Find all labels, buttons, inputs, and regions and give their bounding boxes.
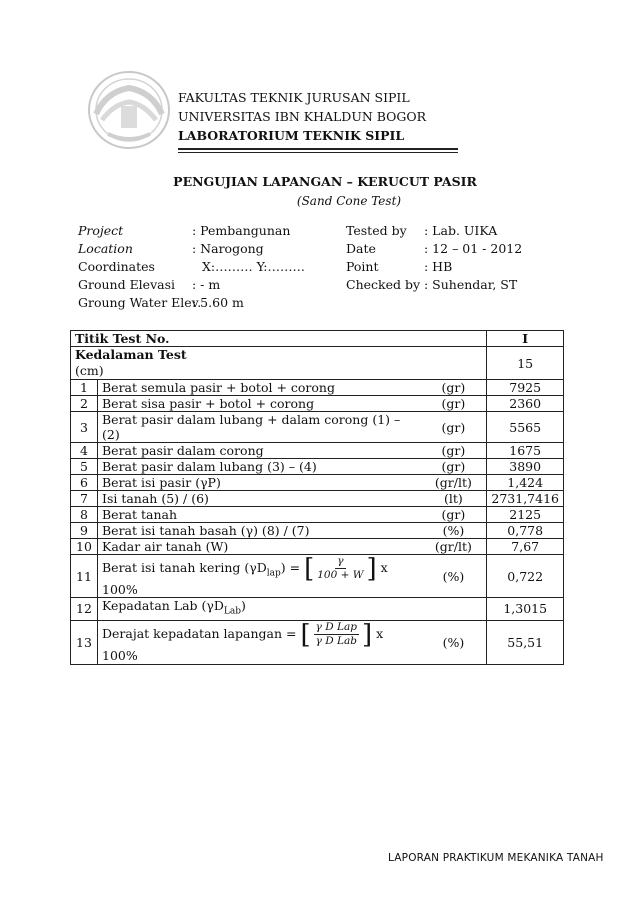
row-value: 3890 [487,459,564,475]
row-unit: (gr) [420,507,487,523]
row-unit: (gr) [420,459,487,475]
row-unit: (gr) [420,380,487,396]
table-row [71,412,564,443]
checked-by-label: Checked by [346,277,421,292]
table-row: 11 Berat isi tanah kering $(\gamma D_{lap})$ = [ γ 100 + W ] x 100% (%) 0,722 [71,555,564,598]
test-point-label: Titik Test No. [71,331,487,347]
depth-value: 15 [487,347,564,380]
row-no: 1 [71,380,98,396]
page-title: PENGUJIAN LAPANGAN – KERUCUT PASIR [173,174,477,189]
location-label: Location [78,241,133,256]
coordinates-value: X:……… Y:……… [202,259,306,274]
row-value: 2731,7416 [487,491,564,507]
table-row [71,491,564,507]
row-desc: Kadar air tanah (W) [98,539,421,555]
row-unit: (gr) [420,396,487,412]
row-value: 7925 [487,380,564,396]
institution-header [178,88,426,145]
row-unit: (gr) [420,412,487,443]
measurement-rows [71,380,564,555]
university-seal-logo [86,68,172,152]
compaction-degree-label: Derajat kepadatan lapangan = [102,626,297,641]
table-row [71,507,564,523]
university-name: UNIVERSITAS IBN KHALDUN BOGOR [178,109,427,124]
row-desc: Berat tanah [98,507,421,523]
depth-unit: (cm) [75,363,104,378]
project-label: Project [78,223,124,238]
header-rule-thin [178,152,458,153]
row-unit: (lt) [420,491,487,507]
date-value: : 12 – 01 - 2012 [424,241,523,256]
row-no: 5 [71,459,98,475]
row-desc: Berat sisa pasir + botol + corong [98,396,421,412]
groundwater-value: : 5.60 m [192,295,244,310]
test-info-block [0,222,638,312]
table-row [71,459,564,475]
depth-row [71,347,564,380]
row-no: 2 [71,396,98,412]
date-label: Date [346,241,376,256]
table-row [71,396,564,412]
point-value: : HB [424,259,453,274]
row-no: 7 [71,491,98,507]
report-footer: LAPORAN PRAKTIKUM MEKANIKA TANAH [388,852,604,864]
laboratory-name: LABORATORIUM TEKNIK SIPIL [178,128,405,143]
tested-by-value: : Lab. UIKA [424,223,498,238]
row-unit: (gr/lt) [420,475,487,491]
ground-elevation-label: Ground Elevasi [78,277,176,292]
groundwater-label: Groung Water Elev. [78,295,202,310]
table-row: 13 Derajat kepadatan lapangan = [ γ D Lap γ D Lab ] x 100% (%) 55,51 [71,620,564,664]
table-header-row [71,331,564,347]
row-desc: Berat isi tanah basah (γ) (8) / (7) [98,523,421,539]
row-value: 1675 [487,443,564,459]
checked-by-value: : Suhendar, ST [424,277,518,292]
table-row [71,523,564,539]
row-no: 9 [71,523,98,539]
row-desc: Berat isi pasir (γP) [98,475,421,491]
row-desc: Berat pasir dalam lubang + dalam corong (1) – (2) [98,412,421,443]
table-row: 12 Kepadatan Lab $(\gamma D_{Lab})$ 1,3015 [71,598,564,621]
row-desc: Berat pasir dalam lubang (3) – (4) [98,459,421,475]
row-value: 7,67 [487,539,564,555]
row-value: 2125 [487,507,564,523]
row-desc: Berat pasir dalam corong [98,443,421,459]
row-desc: Berat semula pasir + botol + corong [98,380,421,396]
sand-cone-results-table [70,330,564,665]
row-unit: (%) [420,523,487,539]
coordinates-label: Coordinates [78,259,155,274]
row-value: 2360 [487,396,564,412]
point-label: Point [346,259,379,274]
table-row [71,380,564,396]
depth-label: Kedalaman Test [75,347,187,362]
row-no: 8 [71,507,98,523]
tested-by-label: Tested by [346,223,407,238]
page-subtitle: (Sand Cone Test) [296,194,402,208]
compaction-degree-formula: [ γ D Lap γ D Lab ] [300,619,373,650]
row-value: 1,424 [487,475,564,491]
row-value: 5565 [487,412,564,443]
row-no: 6 [71,475,98,491]
project-value: : Pembangunan [192,223,291,238]
ground-elevation-value: : - m [192,277,221,292]
table-row [71,443,564,459]
row-unit: (gr/lt) [420,539,487,555]
location-value: : Narogong [192,241,264,256]
row-value: 0,778 [487,523,564,539]
row-desc: Isi tanah (5) / (6) [98,491,421,507]
header-rule-thick [178,148,458,150]
row-no: 4 [71,443,98,459]
dry-density-formula: [ γ 100 + W ] [304,553,377,584]
row-no: 10 [71,539,98,555]
faculty-name: FAKULTAS TEKNIK JURUSAN SIPIL [178,90,410,105]
row-no: 3 [71,412,98,443]
test-point-value: I [487,331,564,347]
table-row [71,539,564,555]
dry-density-label: Berat isi tanah kering $(\gamma D_{lap})$ = [102,560,301,579]
table-row [71,475,564,491]
row-unit: (gr) [420,443,487,459]
